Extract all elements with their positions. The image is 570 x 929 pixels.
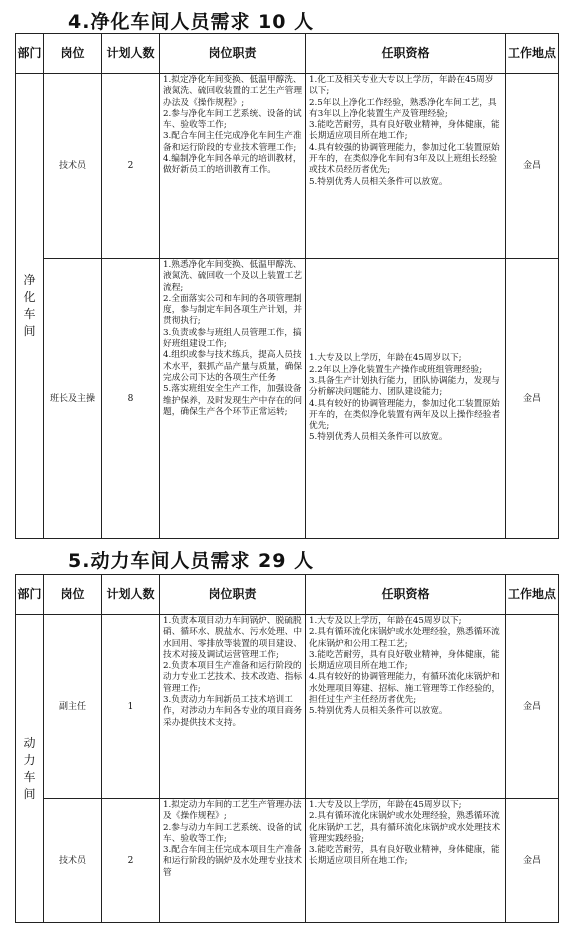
duty-item: 5.落实班组安全生产工作，加强设备维护保养，及时发现生产中存在的问题，确保生产各个环节正常运转; [163,384,302,417]
qual-item: 4.具有较好的协调管理能力，参加过化工装置原始开车的，在类似净化装置有两年及以上操作经验者优先; [309,398,501,432]
qual-item: 1.大专及以上学历，年龄在45周岁以下; [309,800,462,810]
header-duties: 岗位职责 [160,34,306,74]
header-location: 工作地点 [506,575,559,615]
duty-item: 1.拟定净化车间变换、低温甲醇洗、液氮洗、硫回收装置的工艺生产管理办法及《操作规程》; [163,75,302,108]
qual-item: 5.特别优秀人员相关条件可以放宽。 [309,432,448,443]
header-position: 岗位 [44,34,102,74]
header-quals: 任职资格 [306,575,506,615]
qual-item: 4.具有较好的协调管理能力，有循环流化床锅炉和水处理项目筹建、招标、施工管理等工作经验的，担任过生产主任经历者优先; [309,672,501,706]
count-cell: 2 [102,74,160,259]
position-cell: 技术员 [44,74,102,259]
duty-item: 3.配合车间主任完成净化车间生产准备和运行阶段的专业技术管理工作; [163,131,302,153]
qual-item: 1.大专及以上学历，年龄在45周岁以下; [309,353,462,364]
table-row [16,615,559,799]
position-cell: 班长及主操 [44,259,102,539]
duty-item: 2.参与净化车间工艺系统、设备的试车、验收等工作; [163,108,302,131]
duty-item: 2.全面落实公司和车间的各项管理制度，参与制定车间各项生产计划，并贯彻执行; [163,293,302,327]
duty-item: 1.负责本项目动力车间锅炉、脱硫脱硝、循环水、脱盐水、污水处理、中水回用、零排放等装置的项目建设、技术对接及调试运营管理工作; [163,616,302,660]
dept-cell: 动 力 车 间 [16,615,44,923]
table-header-row [16,575,559,615]
duty-item: 3.配合车间主任完成本项目生产准备和运行阶段的锅炉及水处理专业技术管 [163,845,302,878]
quals-cell [306,74,506,259]
duty-item: 4.组织或参与技术练兵，提高人员技术水平，狠抓产品产量与质量，确保完成公司下达的各项生产任务 [163,350,302,383]
table-row [16,259,559,539]
location-cell: 金昌 [506,799,559,923]
staff-requirement-table [15,574,559,923]
header-dept: 部门 [16,575,44,615]
duties-cell [160,799,306,923]
duty-item: 1.熟悉净化车间变换、低温甲醇洗、液氮洗、硫回收一个及以上装置工艺流程; [163,260,302,293]
qual-item: 2.5年以上净化工作经验，熟悉净化车间工艺，具有3年以上净化装置生产及管理经验; [309,97,497,119]
qual-item: 5.特别优秀人员相关条件可以放宽。 [309,176,448,187]
header-count: 计划人数 [102,575,160,615]
duty-item: 3.负责或参与班组人员管理工作，搞好班组建设工作; [163,327,302,350]
qual-item: 3.具备生产计划执行能力，团队协调能力，发现与分析解决问题能力、团队建设能力; [309,375,500,398]
position-cell: 副主任 [44,615,102,799]
qual-item: 2.2年以上净化装置生产操作或班组管理经验; [309,364,483,375]
qual-item: 2.具有循环流化床锅炉或水处理经验，熟悉循环流化床锅炉工艺，具有循环流化床锅炉或水处理技术管理实践经验; [309,811,501,844]
qual-item: 5.特别优秀人员相关条件可以放宽。 [309,706,448,717]
section-title: 5.动力车间人员需求 29 人 [68,550,315,572]
duty-item: 4.编制净化车间各单元的培训教材，做好新员工的培训教育工作。 [163,154,302,176]
duties-cell [160,615,306,799]
location-cell: 金昌 [506,74,559,259]
duty-item: 1.拟定动力车间的工艺生产管理办法及《操作规程》; [163,800,302,822]
qual-item: 3.能吃苦耐劳，具有良好敬业精神，身体健康，能长期适应项目所在地工作; [309,845,500,867]
qual-item: 1.大专及以上学历，年龄在45周岁以下; [309,616,462,626]
header-count: 计划人数 [102,34,160,74]
quals-cell [306,259,506,539]
qual-item: 1.化工及相关专业大专以上学历，年龄在45周岁以下; [309,75,494,97]
qual-item: 3.能吃苦耐劳，具有良好敬业精神，身体健康，能长期适应项目所在地工作; [309,649,500,672]
duty-item: 3.负责动力车间新员工技术培训工作，对涉动力车间各专业的项目商务采办提供技术支持。 [163,695,302,728]
count-cell: 8 [102,259,160,539]
quals-cell [306,615,506,799]
header-location: 工作地点 [506,34,559,74]
duties-cell [160,259,306,539]
count-cell: 2 [102,799,160,923]
duty-item: 2.参与动力车间工艺系统、设备的试车、验收等工作; [163,822,302,844]
header-quals: 任职资格 [306,34,506,74]
location-cell: 金昌 [506,259,559,539]
quals-cell [306,799,506,923]
header-position: 岗位 [44,575,102,615]
count-cell: 1 [102,615,160,799]
qual-item: 2.具有循环流化床锅炉或水处理经验，熟悉循环流化床锅炉和公用工程工艺; [309,627,500,649]
qual-item: 3.能吃苦耐劳，具有良好敬业精神，身体健康，能长期适应项目所在地工作; [309,120,500,142]
header-duties: 岗位职责 [160,575,306,615]
table-row [16,74,559,259]
duties-cell [160,74,306,259]
location-cell: 金昌 [506,615,559,799]
qual-item: 4.具有较强的协调管理能力，参加过化工装置原始开车的，在类似净化车间有3年及以上班组长经验或技术员经历者优先; [309,142,500,176]
dept-cell: 净 化 车 间 [16,74,44,539]
duty-item: 2.负责本项目生产准备和运行阶段的动力专业工艺技术、技术改造、指标管理工作; [163,661,302,694]
position-cell: 技术员 [44,799,102,923]
table-header-row [16,34,559,74]
header-dept: 部门 [16,34,44,74]
table-row [16,799,559,923]
staff-requirement-table [15,33,559,539]
section-title: 4.净化车间人员需求 10 人 [68,11,315,33]
